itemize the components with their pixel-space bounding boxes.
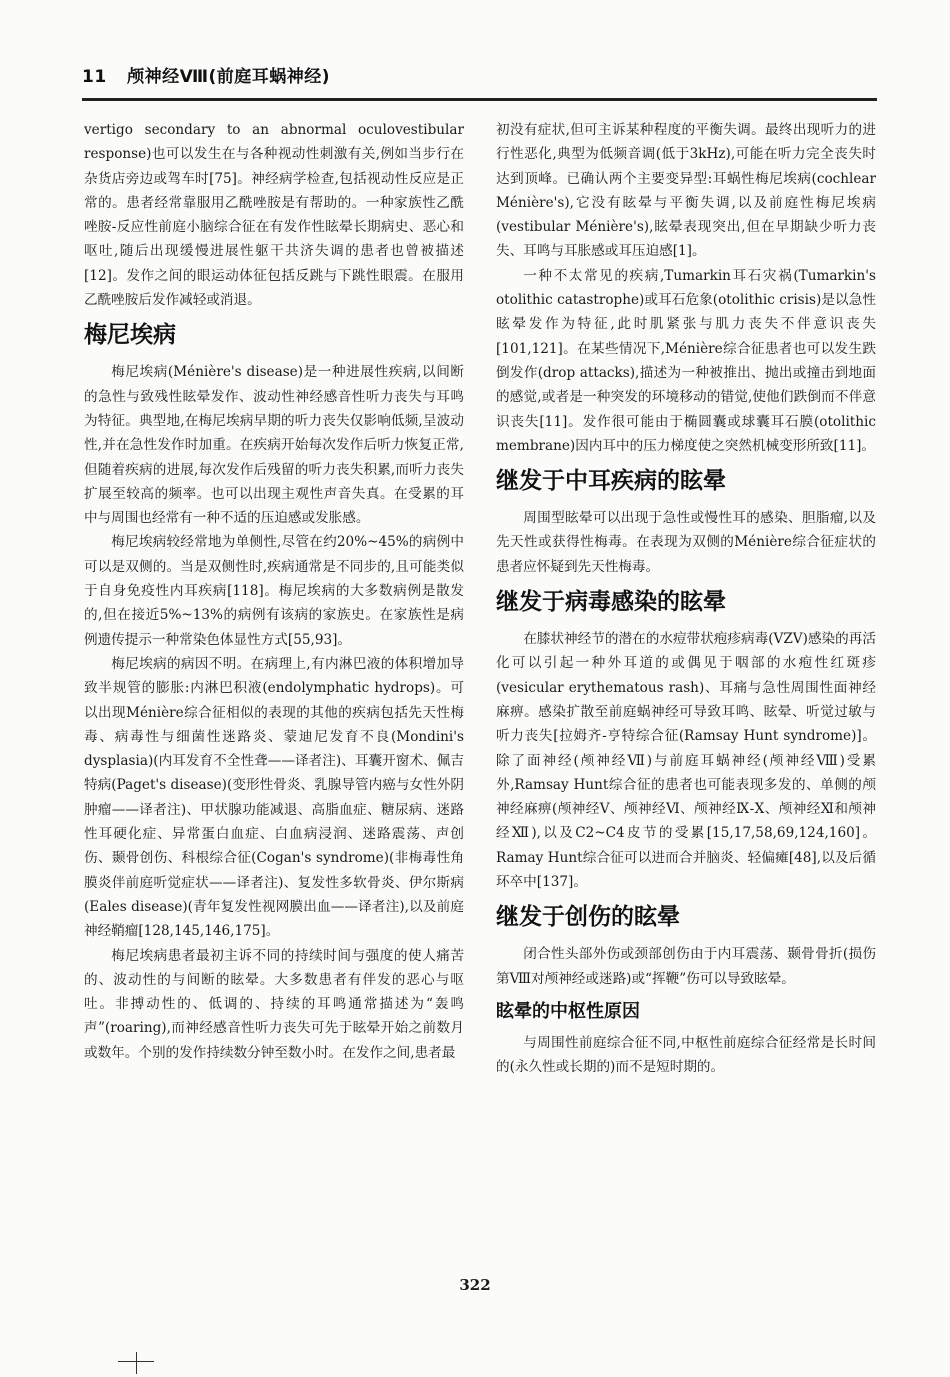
- chapter-title: 颅神经Ⅷ(前庭耳蜗神经): [127, 67, 331, 87]
- body-paragraph: 闭合性头部外伤或颈部创伤由于内耳震荡、颞骨骨折(损伤第Ⅷ对颅神经或迷路)或“挥鞭”伤可以导致眩晕。: [496, 946, 876, 987]
- header-rule: [82, 98, 877, 101]
- page-number: 322: [459, 1276, 491, 1294]
- subsection-heading: 眩晕的中枢性原因: [496, 1000, 640, 1022]
- body-paragraph: 一种不太常见的疾病,Tumarkin耳石灾祸(Tumarkin's otolithic catastrophe)或耳石危象(otolithic crisis)是以急性眩晕发作为特征,此时肌紧张与肌力丧失不伴意识丧失[101,121]。在某些情况下,Ménière综合征患者也可以发生跌倒发作(drop attacks),描述为一种被推出、抛出或撞击到地面的感觉,或者是一种突发的环境移动的错觉,使他们跌倒而不伴意识丧失[11]。发作很可能由于椭圆囊或球囊耳石膜(otolithic membrane)因内耳中的压力梯度使之突然机械变形所致[11]。: [496, 267, 876, 454]
- body-paragraph: vertigo secondary to an abnormal oculovestibular response)也可以发生在与各种视动性刺激有关,例如当步行在杂货店旁边或驾车时[75]。神经病学检查,包括视动性反应是正常的。患者经常靠服用乙酰唑胺是有帮助的。一种家族性乙酰唑胺-反应性前庭小脑综合征在有发作性眩晕长期病史、恶心和呕吐,随后出现缓慢进展性躯干共济失调的患者也曾被描述[12]。发作之间的眼运动体征包括反跳与下跳性眼震。在服用乙酰唑胺后发作减轻或消退。: [84, 122, 464, 309]
- body-paragraph: 周围型眩晕可以出现于急性或慢性耳的感染、胆脂瘤,以及先天性或获得性梅毒。在表现为双侧的Ménière综合征症状的患者应怀疑到先天性梅毒。: [496, 510, 876, 575]
- crop-mark: [136, 1352, 137, 1374]
- body-paragraph: 初没有症状,但可主诉某种程度的平衡失调。最终出现听力的进行性恶化,典型为低频音调(低于3kHz),可能在听力完全丧失时达到顶峰。已确认两个主要变异型:耳蜗性梅尼埃病(cochlear Ménière's),它没有眩晕与平衡失调,以及前庭性梅尼埃病(vestibular Ménière's),眩晕表现突出,但在早期缺少听力丧失、耳鸣与耳胀感或耳压迫感[1]。: [496, 122, 876, 260]
- chapter-number: 11: [82, 67, 107, 87]
- body-paragraph: 与周围性前庭综合征不同,中枢性前庭综合征经常是长时间的(永久性或长期的)而不是短时期的。: [496, 1034, 876, 1076]
- section-heading: 继发于中耳疾病的眩晕: [496, 468, 726, 495]
- section-heading: 继发于创伤的眩晕: [496, 904, 680, 931]
- body-paragraph: 在膝状神经节的潜在的水痘带状疱疹病毒(VZV)感染的再活化可以引起一种外耳道的或偶见于咽部的水疱性红斑疹(vesicular erythematous rash)、耳痛与急性周围性面神经麻痹。感染扩散至前庭蜗神经可导致耳鸣、眩晕、听觉过敏与听力丧失[拉姆齐-亨特综合征(Ramsay Hunt syndrome)]。除了面神经(颅神经Ⅶ)与前庭耳蜗神经(颅神经Ⅷ)受累外,Ramsay Hunt综合征的患者也可能表现多发的、单侧的颅神经麻痹(颅神经Ⅴ、颅神经Ⅵ、颅神经Ⅸ-Ⅹ、颅神经Ⅺ和颅神经Ⅻ),以及C2~C4皮节的受累[15,17,58,69,124,160]。Ramay Hunt综合征可以进而合并脑炎、轻偏瘫[48],以及后循环卒中[137]。: [496, 631, 876, 891]
- crop-mark-horizontal: [118, 1361, 154, 1362]
- body-paragraph: 梅尼埃病患者最初主诉不同的持续时间与强度的使人痛苦的、波动性的与间断的眩晕。大多数患者有伴发的恶心与呕吐。非搏动性的、低调的、持续的耳鸣通常描述为“轰鸣声”(roaring),而神经感音性听力丧失可先于眩晕开始之前数月或数年。个别的发作持续数分钟至数小时。在发作之间,患者最: [84, 947, 464, 1061]
- body-paragraph: 梅尼埃病的病因不明。在病理上,有内淋巴液的体积增加导致半规管的膨胀:内淋巴积液(endolymphatic hydrops)。可以出现Ménière综合征相似的表现的其他的疾病包括先天性梅毒、病毒性与细菌性迷路炎、蒙迪尼发育不良(Mondini's dysplasia)(内耳发育不全性聋——译者注)、耳囊开窗术、佩吉特病(Paget's disease)(变形性骨炎、乳腺导管内癌与女性外阴肿瘤——译者注)、甲状腺功能减退、高脂血症、糖尿病、迷路性耳硬化症、异常蛋白血症、白血病浸润、迷路震荡、声创伤、颞骨创伤、科根综合征(Cogan's syndrome)(非梅毒性角膜炎伴前庭听觉症状——译者注)、复发性多软骨炎、伊尔斯病(Eales disease)(青年复发性视网膜出血——译者注),以及前庭神经鞘瘤[128,145,146,175]。: [84, 655, 464, 940]
- right-column: [496, 118, 876, 1080]
- section-heading: 继发于病毒感染的眩晕: [496, 589, 726, 616]
- left-column: [84, 118, 464, 1065]
- body-paragraph: 梅尼埃病较经常地为单侧性,尽管在约20%~45%的病例中可以是双侧的。当是双侧性时,疾病通常是不同步的,且可能类似于自身免疫性内耳疾病[118]。梅尼埃病的大多数病例是散发的,但在接近5%~13%的病例有该病的家族史。在家族性是病例遗传提示一种常染色体显性方式[55,93]。: [84, 534, 464, 648]
- body-paragraph: 梅尼埃病(Ménière's disease)是一种进展性疾病,以间断的急性与致残性眩晕发作、波动性神经感音性听力丧失与耳鸣为特征。典型地,在梅尼埃病早期的听力丧失仅影响低频,呈波动性,并在急性发作时加重。在疾病开始每次发作后听力恢复正常,但随着疾病的进展,每次发作后残留的听力丧失积累,而听力丧失扩展至较高的频率。也可以出现主观性声音失真。在受累的耳中与周围也经常有一种不适的压迫感或发胀感。: [84, 364, 464, 527]
- running-head: [82, 62, 882, 87]
- section-heading: 梅尼埃病: [84, 322, 176, 349]
